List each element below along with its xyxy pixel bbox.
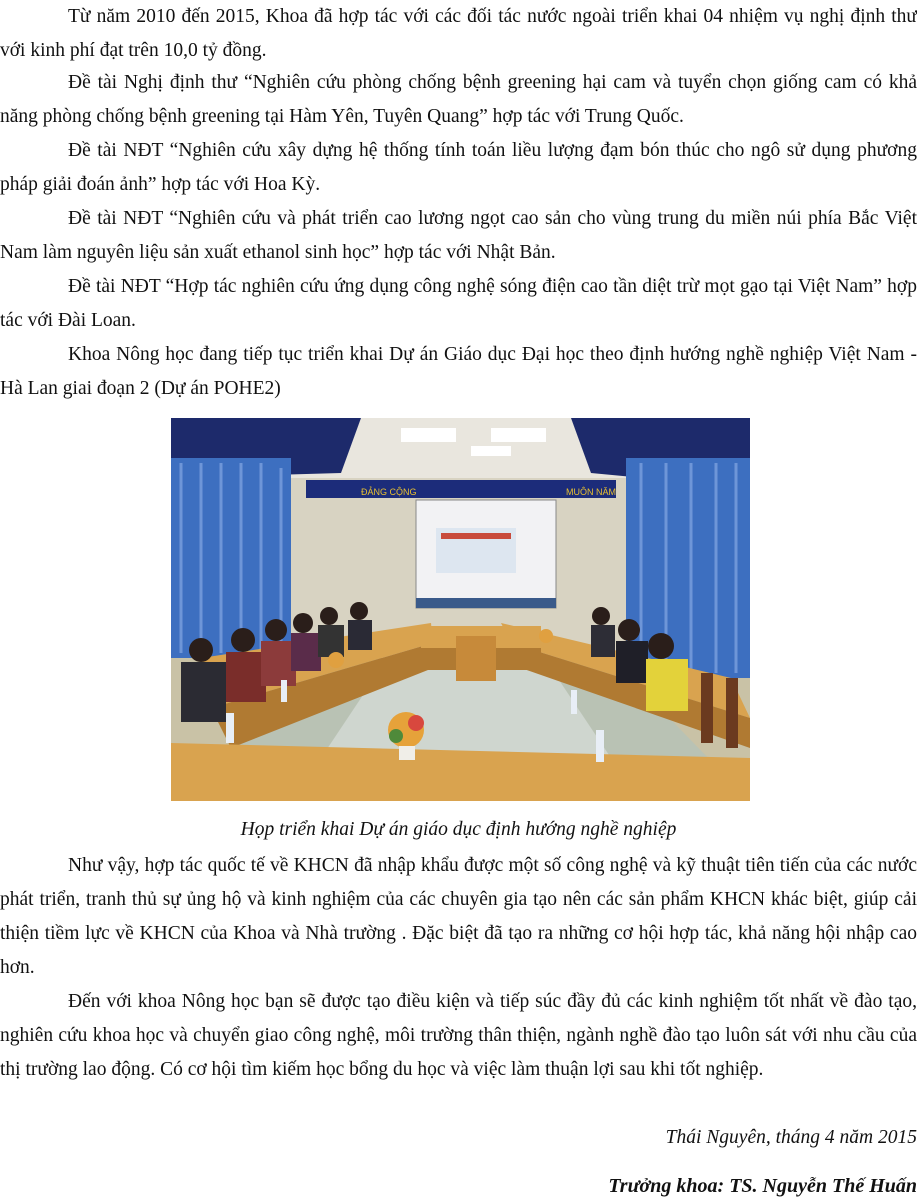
paragraph-pohe2-project: Khoa Nông học đang tiếp tục triển khai Dự án Giáo dục Đại học theo định hướng nghề nghiệp Việt Nam - Hà Lan giai đoạn 2 (Dự án POHE2) (0, 344, 917, 399)
dateline: Thái Nguyên, tháng 4 năm 2015 (665, 1127, 917, 1148)
paragraph-nitrogen-project: Đề tài NĐT “Nghiên cứu xây dựng hệ thống tính toán liều lượng đạm bón thúc cho ngô sử dụng phương pháp giải đoán ảnh” hợp tác với Hoa Kỳ. (0, 140, 917, 195)
paragraph-greening-project: Đề tài Nghị định thư “Nghiên cứu phòng chống bệnh greening hại cam và tuyển chọn giống cam có khả năng phòng chống bệnh greening tại Hàm Yên, Tuyên Quang” hợp tác với Trung Quốc. (0, 72, 917, 127)
banner-right-text: MUÔN NĂM (566, 487, 616, 497)
paragraph-invitation: Đến với khoa Nông học bạn sẽ được tạo điều kiện và tiếp súc đầy đủ các kinh nghiệm tốt nhất về đào tạo, nghiên cứu khoa học và chuyển giao công nghệ, môi trường thân thiện, ngành nghề đào tạo luôn sát với nhu cầu của thị trường lao động. Có cơ hội tìm kiếm học bổng du học và việc làm thuận lợi sau khi tốt nghiệp. (0, 991, 917, 1080)
paragraph-protocol-summary: Từ năm 2010 đến 2015, Khoa đã hợp tác với các đối tác nước ngoài triển khai 04 nhiệm vụ nghị định thư với kinh phí đạt trên 10,0 tỷ đồng. (0, 6, 917, 61)
signature-line: Trưởng khoa: TS. Nguyễn Thế Huấn (608, 1175, 917, 1197)
paragraph-rice-weevil-project: Đề tài NĐT “Hợp tác nghiên cứu ứng dụng công nghệ sóng điện cao tần diệt trừ mọt gạo tại Việt Nam” hợp tác với Đài Loan. (0, 276, 917, 331)
banner-left-text: ĐẢNG CỘNG (361, 487, 417, 497)
paragraph-sorghum-project: Đề tài NĐT “Nghiên cứu và phát triển cao lương ngọt cao sản cho vùng trung du miền núi phía Bắc Việt Nam làm nguyên liệu sản xuất ethanol sinh học” hợp tác với Nhật Bản. (0, 208, 917, 263)
photo-caption: Họp triển khai Dự án giáo dục định hướng nghề nghiệp (240, 819, 677, 840)
meeting-photo (171, 418, 750, 801)
paragraph-cooperation-results: Như vậy, hợp tác quốc tế về KHCN đã nhập khẩu được một số công nghệ và kỹ thuật tiên tiến của các nước phát triển, tranh thủ sự ủng hộ và kinh nghiệm của các chuyên gia tạo nên các sản phẩm KHCN khác biệt, giúp cải thiện tiềm lực về KHCN của Khoa và Nhà trường . Đặc biệt đã tạo ra những cơ hội hợp tác, khả năng hội nhập cao hơn. (0, 855, 917, 978)
